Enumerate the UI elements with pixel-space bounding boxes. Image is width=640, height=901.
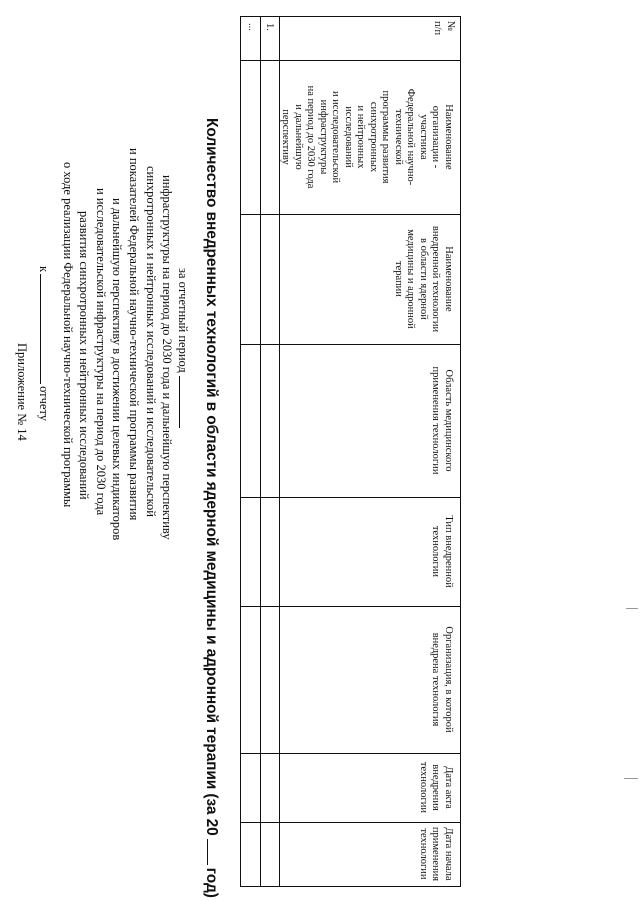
row-divider [260,17,261,886]
column-divider [241,606,460,607]
scan-mark [626,608,638,609]
description-line-2: развития синхротронных и нейтронных исследований [77,211,91,500]
to-suffix: отчету [37,386,51,422]
scan-mark [624,778,638,779]
description-line-5: и показателей Федеральной научно-технической программы развития [127,148,141,521]
col-header-medical-area: Область медицинского применения технологии [430,366,454,475]
report-name-blank [40,274,50,384]
row-number-more: ... [246,23,257,31]
year-blank [207,839,219,865]
to-prefix: к [37,266,51,273]
description-line-1: о ходе реализации Федеральной научно-технической программы [61,162,75,508]
col-header-technology-name: Наименование внедренной технологии в области ядерной медицины и адронной терапии [393,225,454,333]
description-line-4: и дальнейшую перспективу в достижении целевых индикаторов [110,198,124,541]
period-blank [179,376,189,428]
technologies-table [240,16,461,887]
reporting-period [177,268,190,428]
column-divider [241,497,460,498]
description-line-6: синхротронных и нейтронных исследований и исследовательской [144,166,158,517]
report-reference [38,266,51,421]
appendix-number: Приложение № 14 [15,343,29,441]
description-line-7: инфраструктуры на период до 2030 года и дальнейшую перспективу [160,175,174,540]
title-prefix: Количество внедренных технологий в области ядерной медицины и адронной терапии (за 20 [203,118,220,836]
col-header-implementing-organization: Организация, в которой внедрена технология [430,626,454,733]
column-divider [241,344,460,345]
period-label: за отчетный период [176,268,190,373]
col-header-number: № п/п [432,21,456,36]
col-header-act-date: Дата акта внедрения технологии [418,761,454,814]
title-suffix: год) [203,867,220,898]
col-header-start-date: Дата начала применения технологии [418,826,454,882]
table-title [202,118,220,898]
description-line-3: и исследовательской инфраструктуры на период до 2030 года [94,188,108,516]
row-number-1: 1. [264,23,275,31]
col-header-organization: Наименование организации - участника Федеральной научно- технической программы развития синхротронных и нейтронных исследований и исследовательской инфраструктуры на период до 2030 года и дальнейшую перспективу [280,85,454,189]
col-header-technology-type: Тип внедренной технологии [430,515,454,588]
